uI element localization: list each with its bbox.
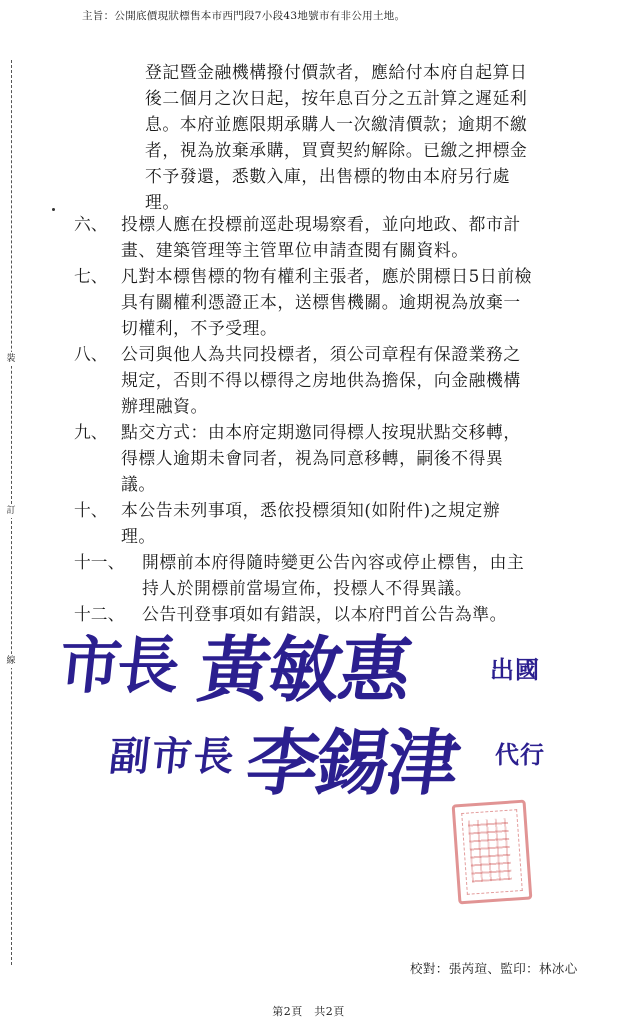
item-number: 十一、 xyxy=(74,552,125,572)
item-number: 六、 xyxy=(74,214,108,234)
deputy-name: 李錫津 xyxy=(241,720,464,805)
binding-mark-top: 裝 xyxy=(4,352,18,366)
deputy-title: 副市長 xyxy=(107,733,239,780)
continuation-line: 理。 xyxy=(145,192,180,212)
deputy-mayor-signature-stamp xyxy=(0,705,617,805)
item-line: 點交方式：由本府定期邀同得標人按現狀點交移轉， xyxy=(121,422,521,442)
continuation-line: 息。本府並應限期承購人一次繳清價款；逾期不繳 xyxy=(145,114,528,134)
continuation-line: 者，視為放棄承購，買賣契約解除。已繳之押標金 xyxy=(145,140,528,160)
mayor-note: 出國 xyxy=(490,655,540,684)
item-line: 議。 xyxy=(121,474,156,494)
deputy-note: 代行 xyxy=(495,740,545,769)
mayor-signature-stamp xyxy=(0,612,617,712)
official-red-seal xyxy=(452,800,533,905)
margin-dot xyxy=(52,208,55,211)
item-number: 九、 xyxy=(74,422,108,442)
item-line: 開標前本府得隨時變更公告內容或停止標售，由主 xyxy=(142,552,525,572)
continuation-line: 後二個月之次日起，按年息百分之五計算之遲延利 xyxy=(145,88,528,108)
continuation-line: 不予發還，悉數入庫，出售標的物由本府另行處 xyxy=(145,166,511,186)
item-line: 公司與他人為共同投標者，須公司章程有保證業務之 xyxy=(121,344,521,364)
binding-mark-bottom: 線 xyxy=(4,654,18,668)
mayor-title: 市長 xyxy=(55,629,180,702)
item-line: 凡對本標售標的物有權利主張者，應於開標日5日前檢 xyxy=(121,266,533,286)
item-line: 得標人逾期未會同者，視為同意移轉，嗣後不得異 xyxy=(121,448,504,468)
item-number: 十、 xyxy=(74,500,108,520)
document-subject-header: 主旨：公開底價現狀標售本市西門段7小段43地號市有非公用土地。 xyxy=(82,10,406,22)
item-line: 本公告未列事項，悉依投標須知(如附件)之規定辦 xyxy=(121,500,501,520)
seal-pattern xyxy=(468,818,512,883)
item-number: 十二、 xyxy=(74,604,125,624)
item-line: 辦理融資。 xyxy=(121,396,208,416)
continuation-line: 登記暨金融機構撥付價款者，應給付本府自起算日 xyxy=(145,62,528,82)
item-line: 規定，否則不得以標得之房地供為擔保，向金融機構 xyxy=(121,370,521,390)
item-line: 具有關權利憑證正本，送標售機關。逾期視為放棄一 xyxy=(121,292,521,312)
item-line: 畫、建築管理等主管單位申請查閱有關資料。 xyxy=(121,240,469,260)
item-line: 理。 xyxy=(121,526,156,546)
item-number: 七、 xyxy=(74,266,108,286)
item-line: 公告刊登事項如有錯誤，以本府門首公告為準。 xyxy=(142,604,508,624)
mayor-name: 黃敏惠 xyxy=(193,627,416,712)
item-line: 投標人應在投標前逕赴現場察看，並向地政、都市計 xyxy=(121,214,521,234)
item-line: 持人於開標前當場宣佈，投標人不得異議。 xyxy=(142,578,473,598)
proofread-credit: 校對：張芮瑄、監印：林冰心 xyxy=(410,961,578,976)
page-number: 第2頁 共2頁 xyxy=(272,1005,345,1018)
item-line: 切權利，不予受理。 xyxy=(121,318,278,338)
binding-mark-middle: 訂 xyxy=(4,504,18,518)
item-number: 八、 xyxy=(74,344,108,364)
